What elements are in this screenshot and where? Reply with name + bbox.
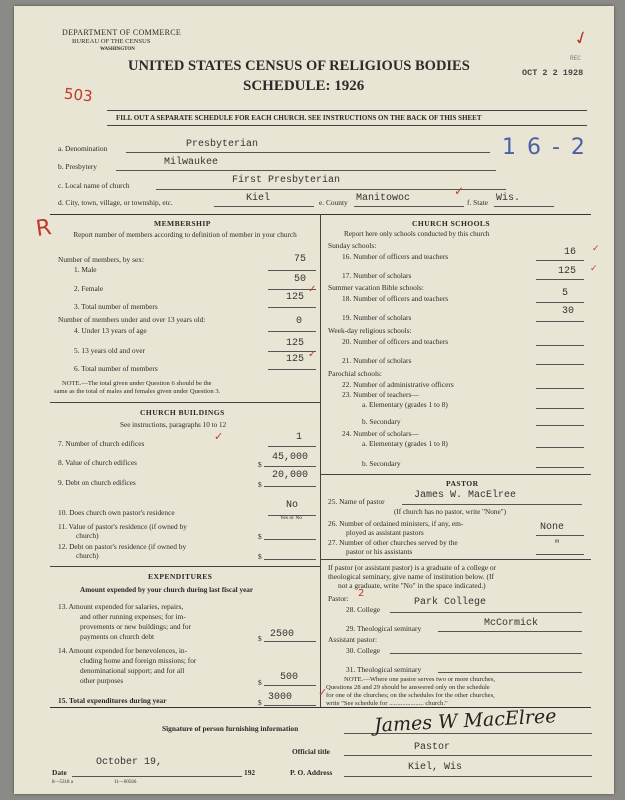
bureau-city: WASHINGTON — [100, 47, 135, 52]
q23b-line — [536, 425, 584, 426]
q7-value[interactable]: 1 — [296, 432, 303, 443]
graduate-note-line2: theological seminary, give name of institution below. (If — [328, 572, 494, 581]
pastor-note-line2: Questions 28 and 29 should be answered only on the schedule — [326, 684, 490, 691]
q23b-label: b. Secondary — [362, 417, 401, 426]
date-label: Date — [52, 768, 67, 777]
handwritten-signature[interactable]: James W MacElree — [373, 705, 557, 737]
q21-label: 21. Number of scholars — [342, 356, 412, 365]
pastor-handwritten-mark: 2 — [358, 588, 365, 599]
presbytery-line — [116, 170, 496, 171]
print-number: 11—00566 — [114, 780, 137, 785]
q2-label: 2. Female — [74, 284, 104, 293]
county-label: e. County — [319, 198, 348, 207]
form-number: 8—5318 a — [52, 780, 73, 785]
q8-dollar: $ — [258, 460, 262, 469]
state-label: f. State — [467, 198, 488, 207]
q29-line — [438, 631, 582, 632]
denomination-value[interactable]: Presbyterian — [186, 139, 259, 150]
q10-label: 10. Does church own pastor's residence — [58, 508, 175, 517]
q14-line — [264, 685, 316, 686]
year-prefix: 192 — [244, 768, 256, 777]
q14-label-line3: denominational support; and for all — [80, 666, 185, 675]
parochial-schools-label: Parochial schools: — [328, 369, 382, 378]
q23a-label: a. Elementary (grades 1 to 8) — [362, 400, 448, 409]
q7-line — [268, 446, 316, 447]
q15-dollar: $ — [258, 698, 262, 707]
buildings-sub: See instructions, paragraphs 10 to 12 — [120, 421, 227, 429]
q3-line — [268, 307, 316, 308]
members-by-age-label: Number of members under and over 13 years old: — [58, 315, 206, 324]
form-title: UNITED STATES CENSUS OF RELIGIOUS BODIES — [128, 58, 470, 74]
sunday-schools-label: Sunday schools: — [328, 241, 377, 250]
q3-value[interactable]: 125 — [286, 292, 305, 303]
q23a-line — [536, 408, 584, 409]
q2-value[interactable]: 50 — [294, 274, 307, 285]
q12-label-line2: church) — [76, 551, 99, 560]
q28-line — [390, 612, 582, 613]
state-line — [494, 206, 554, 207]
county-value[interactable]: Manitowoc — [356, 193, 411, 204]
q14-label-line1: 14. Amount expended for benevolences, in- — [58, 646, 188, 655]
q25-note: (If church has no pastor, write "None") — [394, 508, 506, 516]
q18-value[interactable]: 5 — [562, 288, 569, 299]
membership-note-line2: same as the total of males and females given under Question 3. — [54, 388, 221, 395]
q30-line — [390, 653, 582, 654]
q16-label: 16. Number of officers and teachers — [342, 252, 449, 261]
q24a-line — [536, 447, 584, 448]
q17-check-mark: ✓ — [590, 264, 598, 274]
handwritten-code: 1 6 - 2 — [502, 135, 587, 160]
q21-line — [536, 364, 584, 365]
pastor-section-label: Pastor: — [328, 594, 349, 603]
schools-sub: Report here only schools conducted by this church — [344, 230, 490, 238]
q11-line — [264, 539, 316, 540]
presbytery-value[interactable]: Milwaukee — [164, 157, 219, 168]
graduate-note-line1: If pastor (or assistant pastor) is a graduate of a college or — [328, 563, 497, 572]
date-value[interactable]: October 19, — [96, 757, 163, 768]
date-line — [72, 776, 242, 777]
official-title-value[interactable]: Pastor — [414, 742, 451, 753]
q7-check-mark: ✓ — [214, 430, 224, 443]
q19-value[interactable]: 30 — [562, 306, 575, 317]
q9-dollar: $ — [258, 480, 262, 489]
column-divider — [320, 214, 321, 707]
q23-label: 23. Number of teachers— — [342, 390, 419, 399]
q7-label: 7. Number of church edifices — [58, 439, 145, 448]
q30-label: 30. College — [346, 646, 381, 655]
q24-label: 24. Number of scholars— — [342, 429, 419, 438]
q17-label: 17. Number of scholars — [342, 271, 412, 280]
instruction-line: FILL OUT A SEPARATE SCHEDULE FOR EACH CHURCH. SEE INSTRUCTIONS ON THE BACK OF THIS SHEET — [116, 114, 482, 122]
q9-line — [264, 486, 316, 487]
q12-dollar: $ — [258, 552, 262, 561]
q24b-line — [536, 467, 584, 468]
q25-line — [402, 504, 582, 505]
membership-note-line1: NOTE.—The total given under Question 6 should be the — [62, 380, 212, 387]
q26-label-line2: ployed as assistant pastors — [346, 528, 424, 537]
q28-label: 28. College — [346, 605, 381, 614]
q16-value[interactable]: 16 — [564, 247, 577, 258]
q13-line — [264, 641, 316, 642]
local-name-label: c. Local name of church — [58, 181, 130, 190]
q15-line — [264, 705, 316, 706]
q12-line — [264, 559, 316, 560]
q16-check-mark: ✓ — [592, 244, 600, 254]
county-line — [354, 206, 464, 207]
q6-label: 6. Total number of members — [74, 364, 158, 373]
q13-label-line1: 13. Amount expended for salaries, repairs, — [58, 602, 184, 611]
q4-line — [268, 331, 316, 332]
q3-label: 3. Total number of members — [74, 302, 158, 311]
q27-label-line2: pastor or his assistants — [346, 547, 413, 556]
graduate-note-line3: not a graduate, write "No" in the space indicated.) — [338, 581, 486, 590]
membership-heading: MEMBERSHIP — [154, 219, 211, 228]
q20-line — [536, 345, 584, 346]
membership-intro: Report number of members according to definition of member in your church — [73, 231, 297, 239]
handwritten-number: 503 — [63, 84, 94, 106]
q14-dollar: $ — [258, 678, 262, 687]
q22-label: 22. Number of administrative officers — [342, 380, 454, 389]
q11-label-line1: 11. Value of pastor's residence (if owned by — [58, 522, 187, 531]
q17-line — [536, 279, 584, 280]
po-address-value[interactable]: Kiel, Wis — [408, 762, 463, 773]
q17-value[interactable]: 125 — [558, 266, 577, 277]
instruction-rule-bottom — [107, 125, 587, 126]
q15-check-mark: ✓ — [318, 686, 328, 699]
q18-line — [536, 302, 584, 303]
q25-value[interactable]: James W. MacElree — [414, 490, 517, 501]
q9-value[interactable]: 20,000 — [272, 470, 309, 481]
q8-value[interactable]: 45,000 — [272, 452, 309, 463]
q12-label-line1: 12. Debt on pastor's residence (if owned by — [58, 542, 187, 551]
q13-dollar: $ — [258, 634, 262, 643]
q18-label: 18. Number of officers and teachers — [342, 294, 449, 303]
q20-label: 20. Number of officers and teachers — [342, 337, 449, 346]
official-title-line — [344, 755, 592, 756]
signature-label: Signature of person furnishing information — [162, 724, 299, 733]
expenditures-sub: Amount expended by your church during last fiscal year — [80, 586, 254, 594]
q22-line — [536, 388, 584, 389]
q13-label-line4: payments on church debt — [80, 632, 155, 641]
q27-label-line1: 27. Number of other churches served by the — [328, 538, 458, 547]
q8-label: 8. Value of church edifices — [58, 458, 137, 467]
q31-line — [438, 672, 582, 673]
census-schedule-sheet — [14, 6, 614, 794]
q6-line — [268, 369, 316, 370]
q5-value[interactable]: 125 — [286, 338, 305, 349]
q29-value[interactable]: McCormick — [484, 618, 539, 629]
q14-label-line4: other purposes — [80, 676, 124, 685]
q11-label-line2: church) — [76, 531, 99, 540]
handwritten-r-mark: R — [34, 215, 53, 242]
q13-label-line2: and other running expenses; for im- — [80, 612, 186, 621]
q1-value[interactable]: 75 — [294, 254, 307, 265]
buildings-rule — [50, 402, 320, 403]
pastor-note-line1: NOTE.—Where one pastor serves two or more churches, — [344, 676, 496, 683]
denomination-label: a. Denomination — [58, 144, 108, 153]
received-stamp-label: REC — [570, 55, 581, 62]
graduate-rule — [320, 559, 591, 560]
q24b-label: b. Secondary — [362, 459, 401, 468]
assistant-pastor-label: Assistant pastor: — [328, 635, 378, 644]
q3-check-mark: ✓ — [308, 284, 317, 295]
q24a-label: a. Elementary (grades 1 to 8) — [362, 439, 448, 448]
pastor-heading: PASTOR — [446, 479, 479, 488]
q1-label: 1. Male — [74, 265, 97, 274]
q11-dollar: $ — [258, 532, 262, 541]
q13-value[interactable]: 2500 — [270, 629, 295, 640]
local-name-value[interactable]: First Presbyterian — [232, 175, 341, 186]
city-label: d. City, town, village, or township, etc. — [58, 198, 173, 207]
summer-schools-label: Summer vacation Bible schools: — [328, 283, 424, 292]
q25-label: 25. Name of pastor — [328, 497, 385, 506]
q16-line — [536, 260, 584, 261]
q1-line — [268, 270, 316, 271]
q27-line — [536, 554, 584, 555]
q26-value[interactable]: None — [540, 522, 565, 533]
po-address-line — [344, 776, 592, 777]
q14-label-line2: cluding home and foreign missions; for — [80, 656, 197, 665]
bureau-name: BUREAU OF THE CENSUS — [72, 38, 151, 45]
q26-line — [536, 535, 584, 536]
q15-label: 15. Total expenditures during year — [58, 696, 167, 705]
q31-label: 31. Theological seminary — [346, 665, 422, 674]
q29-label: 29. Theological seminary — [346, 624, 422, 633]
yes-or-no-hint: Yes or No — [280, 515, 303, 521]
schools-heading: CHURCH SCHOOLS — [412, 219, 490, 228]
expenditures-heading: EXPENDITURES — [148, 572, 213, 581]
red-check-mark: ✓ — [570, 26, 593, 51]
q15-value[interactable]: 3000 — [268, 692, 293, 703]
q6-check-mark: ✓ — [308, 349, 317, 360]
state-value[interactable]: Wis. — [496, 193, 521, 204]
q19-label: 19. Number of scholars — [342, 313, 412, 322]
q6-value[interactable]: 125 — [286, 354, 305, 365]
pastor-note-line4: write "See schedule for ..................... church." — [326, 700, 448, 707]
city-line — [214, 206, 314, 207]
q14-value[interactable]: 500 — [280, 672, 299, 683]
instruction-rule-top — [107, 110, 587, 111]
presbytery-label: b. Presbytery — [58, 162, 97, 171]
city-value[interactable]: Kiel — [246, 193, 271, 204]
department-name: DEPARTMENT OF COMMERCE — [62, 28, 182, 37]
q8-line — [264, 466, 316, 467]
q13-label-line3: provements or new buildings; and for — [80, 622, 192, 631]
q10-value[interactable]: No — [286, 500, 299, 511]
q28-value[interactable]: Park College — [414, 597, 487, 608]
q26-label-line1: 26. Number of ordained ministers, if any, em- — [328, 519, 464, 528]
schedule-title: SCHEDULE: 1926 — [243, 78, 365, 94]
pastor-note-line3: for one of the churches; on the schedules for the other churches, — [326, 692, 495, 699]
q5-label: 5. 13 years old and over — [74, 346, 146, 355]
official-title-label: Official title — [292, 747, 330, 756]
q4-label: 4. Under 13 years of age — [74, 326, 147, 335]
po-address-label: P. O. Address — [290, 768, 333, 777]
buildings-heading: CHURCH BUILDINGS — [140, 408, 225, 417]
denomination-line — [126, 152, 490, 153]
q4-value[interactable]: 0 — [296, 316, 303, 327]
members-by-sex-label: Number of members, by sex: — [58, 255, 144, 264]
q27-value[interactable]: " — [554, 540, 561, 551]
q9-label: 9. Debt on church edifices — [58, 478, 136, 487]
county-check-mark: ✓ — [454, 184, 465, 198]
q19-line — [536, 321, 584, 322]
received-date-stamp: OCT 2 2 1928 — [522, 68, 584, 78]
expenditures-rule — [50, 566, 320, 567]
weekday-schools-label: Week-day religious schools: — [328, 326, 412, 335]
pastor-rule — [320, 474, 591, 475]
